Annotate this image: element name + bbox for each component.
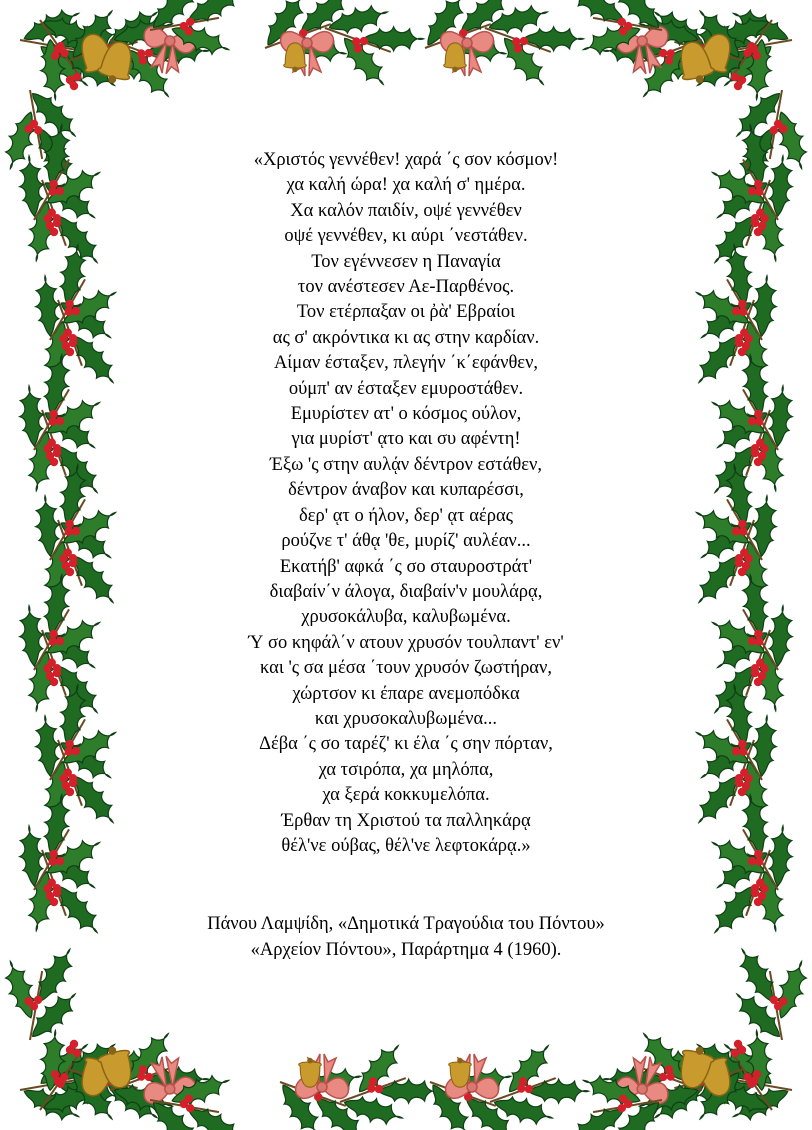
poem-line: οψέ γεννέθεν, κι αύρι ΄νεστάθεν. <box>284 226 528 247</box>
right-holly-sprig <box>674 450 803 629</box>
poem-line: χα τσιρόπα, χα μηλόπα, <box>318 759 494 780</box>
right-holly-sprig <box>674 670 803 849</box>
top-holly-cluster-right <box>406 0 595 103</box>
left-holly-sprig <box>9 230 138 409</box>
poem-line: Ύ σο κηφάλ΄ν ατουν χρυσόν τουλπαντ' εν' <box>248 632 564 653</box>
poem-line: ούμπ' αν έσταξεν εμυροστάθεν. <box>288 378 524 399</box>
top-holly-cluster-left <box>246 0 435 103</box>
source-credits <box>120 911 692 963</box>
poem-line: για μυρίστ' ᾳτο και συ αφέντη! <box>291 429 521 450</box>
poem-line: ας σ' ακρόντικα κι ας στην καρδίαν. <box>272 327 540 348</box>
bottom-holly-cluster-right <box>411 1027 600 1130</box>
source-author-title: Πάνου Λαμψίδη, «Δημοτικά Τραγούδια του Πόντου» <box>207 914 605 934</box>
right-holly-sprig <box>674 230 803 409</box>
poem-line: Δέβα ΄ς σο ταρέζ' κι έλα ΄ς σην πόρταν, <box>259 734 553 755</box>
left-holly-sprig <box>9 450 138 629</box>
poem-line: ρούζνε τ' άθᾳ 'θε, μυρίζ' αυλέαν... <box>281 531 531 552</box>
poem <box>120 148 692 859</box>
poem-line: Έρθαν τη Χριστού τα παλληκάρᾳ <box>281 810 531 831</box>
poem-line: θέλ'νε ούβας, θέλ'νε λεφτοκάρᾳ.» <box>281 835 531 856</box>
poem-line: Αίμαν έσταξεν, πλεγήν ΄κ΄εφάνθεν, <box>273 353 539 374</box>
bottom-holly-cluster-left <box>261 1027 450 1130</box>
poem-line: χα καλή ώρα! χα καλή σ' ημέρα. <box>286 175 526 196</box>
poem-line: και χρυσοκαλυβωμένα... <box>314 708 498 729</box>
poem-line: δερ' ᾳτ ο ήλον, δερ' ᾳτ αέρας <box>299 505 513 526</box>
source-publication: «Αρχείον Πόντου», Παράρτημα 4 (1960). <box>250 940 562 960</box>
poem-line: Τον εγέννεσεν η Παναγία <box>311 251 501 272</box>
poem-line: διαβαίν΄ν άλογα, διαβαίν'ν μουλάρᾳ, <box>269 581 543 602</box>
poem-line: Εμυρίστεν ατ' ο κόσμος ούλον, <box>290 404 522 425</box>
poem-line: χρυσοκάλυβα, καλυβωμένα. <box>301 607 511 628</box>
left-holly-sprig <box>9 670 138 849</box>
poem-line: και 'ς σα μέσα ΄τουν χρυσόν ζωστήραν, <box>260 658 552 679</box>
poem-line: χα ξερά κοκκυμελόπα. <box>322 785 490 806</box>
poem-line: δέντρον άναβον και κυπαρέσσι, <box>288 480 524 501</box>
poem-line: Έξω 'ς στην αυλᾴν δέντρον εστάθεν, <box>270 454 542 475</box>
poem-line: Τον ετέρπαξαν οι ῤὰ' Εβραίοι <box>296 302 516 323</box>
poem-line: χώρτσον κι έπαρε ανεμοπόδκα <box>292 683 520 704</box>
poem-line: Εκατήβ' αφκά ΄ς σο σταυροστράτ' <box>279 556 533 577</box>
poem-line: Χα καλόν παιδίν, οψέ γεννέθεν <box>290 200 522 221</box>
poem-line: «Χριστός γεννέθεν! χαρά ΄ς σον κόσμον! <box>253 150 559 170</box>
poem-line: τον ανέστεσεν Αε-Παρθένος. <box>297 277 515 298</box>
